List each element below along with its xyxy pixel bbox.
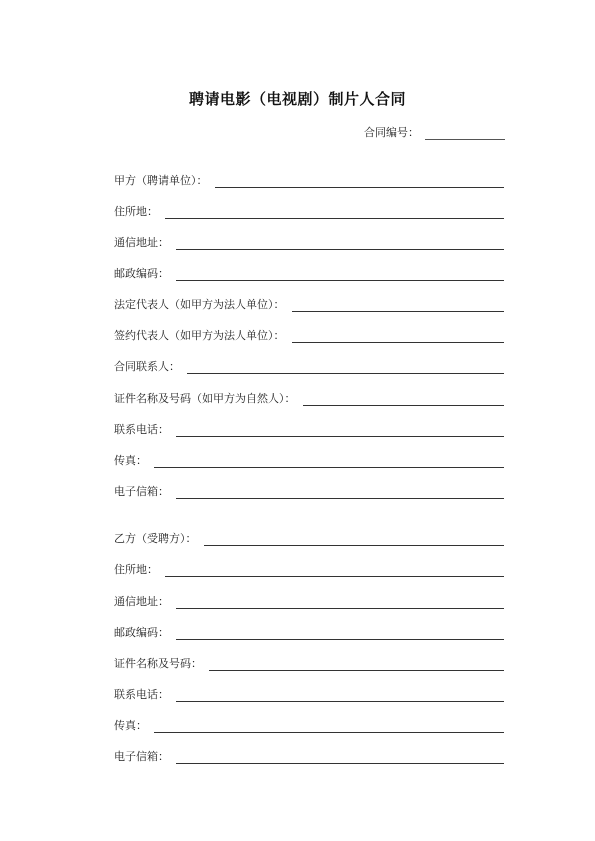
- field-label: 证件名称及号码：: [114, 657, 202, 670]
- field-blank[interactable]: [176, 595, 504, 609]
- contract-number-blank[interactable]: [425, 127, 505, 140]
- field-label: 邮政编码：: [114, 626, 169, 639]
- field-label: 电子信箱：: [114, 750, 169, 763]
- field-blank[interactable]: [176, 626, 504, 640]
- party-a-legal-rep-row: [114, 296, 504, 312]
- party-b-name-row: [114, 530, 504, 546]
- party-a-postcode-row: [114, 265, 504, 281]
- party-a-mailing-address-row: [114, 234, 504, 250]
- field-blank[interactable]: [303, 392, 505, 406]
- party-b-fax-row: [114, 717, 504, 733]
- field-blank[interactable]: [176, 688, 504, 702]
- field-label: 邮政编码：: [114, 267, 169, 280]
- field-label: 乙方（受聘方）：: [114, 532, 197, 545]
- party-a-name-row: [114, 172, 504, 188]
- contract-number-row: [364, 124, 505, 140]
- field-blank[interactable]: [204, 532, 505, 546]
- party-b-id-row: [114, 655, 504, 671]
- party-b-mailing-address-row: [114, 593, 504, 609]
- field-label: 法定代表人（如甲方为法人单位）：: [114, 298, 285, 311]
- field-label: 证件名称及号码（如甲方为自然人）：: [114, 392, 296, 405]
- field-blank[interactable]: [165, 563, 504, 577]
- field-label: 联系电话：: [114, 423, 169, 436]
- field-blank[interactable]: [154, 719, 504, 733]
- party-a-contact-row: [114, 358, 504, 374]
- field-blank[interactable]: [176, 485, 504, 499]
- field-blank[interactable]: [209, 657, 504, 671]
- party-a-signing-rep-row: [114, 327, 504, 343]
- field-label: 签约代表人（如甲方为法人单位）：: [114, 329, 285, 342]
- field-blank[interactable]: [176, 423, 504, 437]
- party-b-address-row: [114, 561, 504, 577]
- field-label: 甲方（聘请单位）：: [114, 174, 208, 187]
- party-a-phone-row: [114, 421, 504, 437]
- party-b-phone-row: [114, 686, 504, 702]
- field-blank[interactable]: [176, 236, 504, 250]
- field-blank[interactable]: [176, 750, 504, 764]
- field-label: 住所地：: [114, 205, 158, 218]
- field-label: 传真：: [114, 719, 147, 732]
- field-blank[interactable]: [292, 329, 505, 343]
- field-blank[interactable]: [154, 454, 504, 468]
- party-a-fax-row: [114, 452, 504, 468]
- party-b-postcode-row: [114, 624, 504, 640]
- party-a-address-row: [114, 203, 504, 219]
- field-label: 联系电话：: [114, 688, 169, 701]
- field-label: 住所地：: [114, 563, 158, 576]
- contract-number-label: 合同编号：: [364, 126, 419, 139]
- field-blank[interactable]: [176, 267, 504, 281]
- party-b-email-row: [114, 748, 504, 764]
- field-blank[interactable]: [187, 360, 504, 374]
- party-a-email-row: [114, 483, 504, 499]
- field-blank[interactable]: [215, 174, 505, 188]
- field-label: 合同联系人：: [114, 360, 180, 373]
- field-blank[interactable]: [292, 298, 505, 312]
- field-label: 传真：: [114, 454, 147, 467]
- field-label: 电子信箱：: [114, 485, 169, 498]
- party-a-id-row: [114, 390, 504, 406]
- field-label: 通信地址：: [114, 595, 169, 608]
- field-blank[interactable]: [165, 205, 504, 219]
- document-title: 聘请电影（电视剧）制片人合同: [188, 90, 406, 108]
- field-label: 通信地址：: [114, 236, 169, 249]
